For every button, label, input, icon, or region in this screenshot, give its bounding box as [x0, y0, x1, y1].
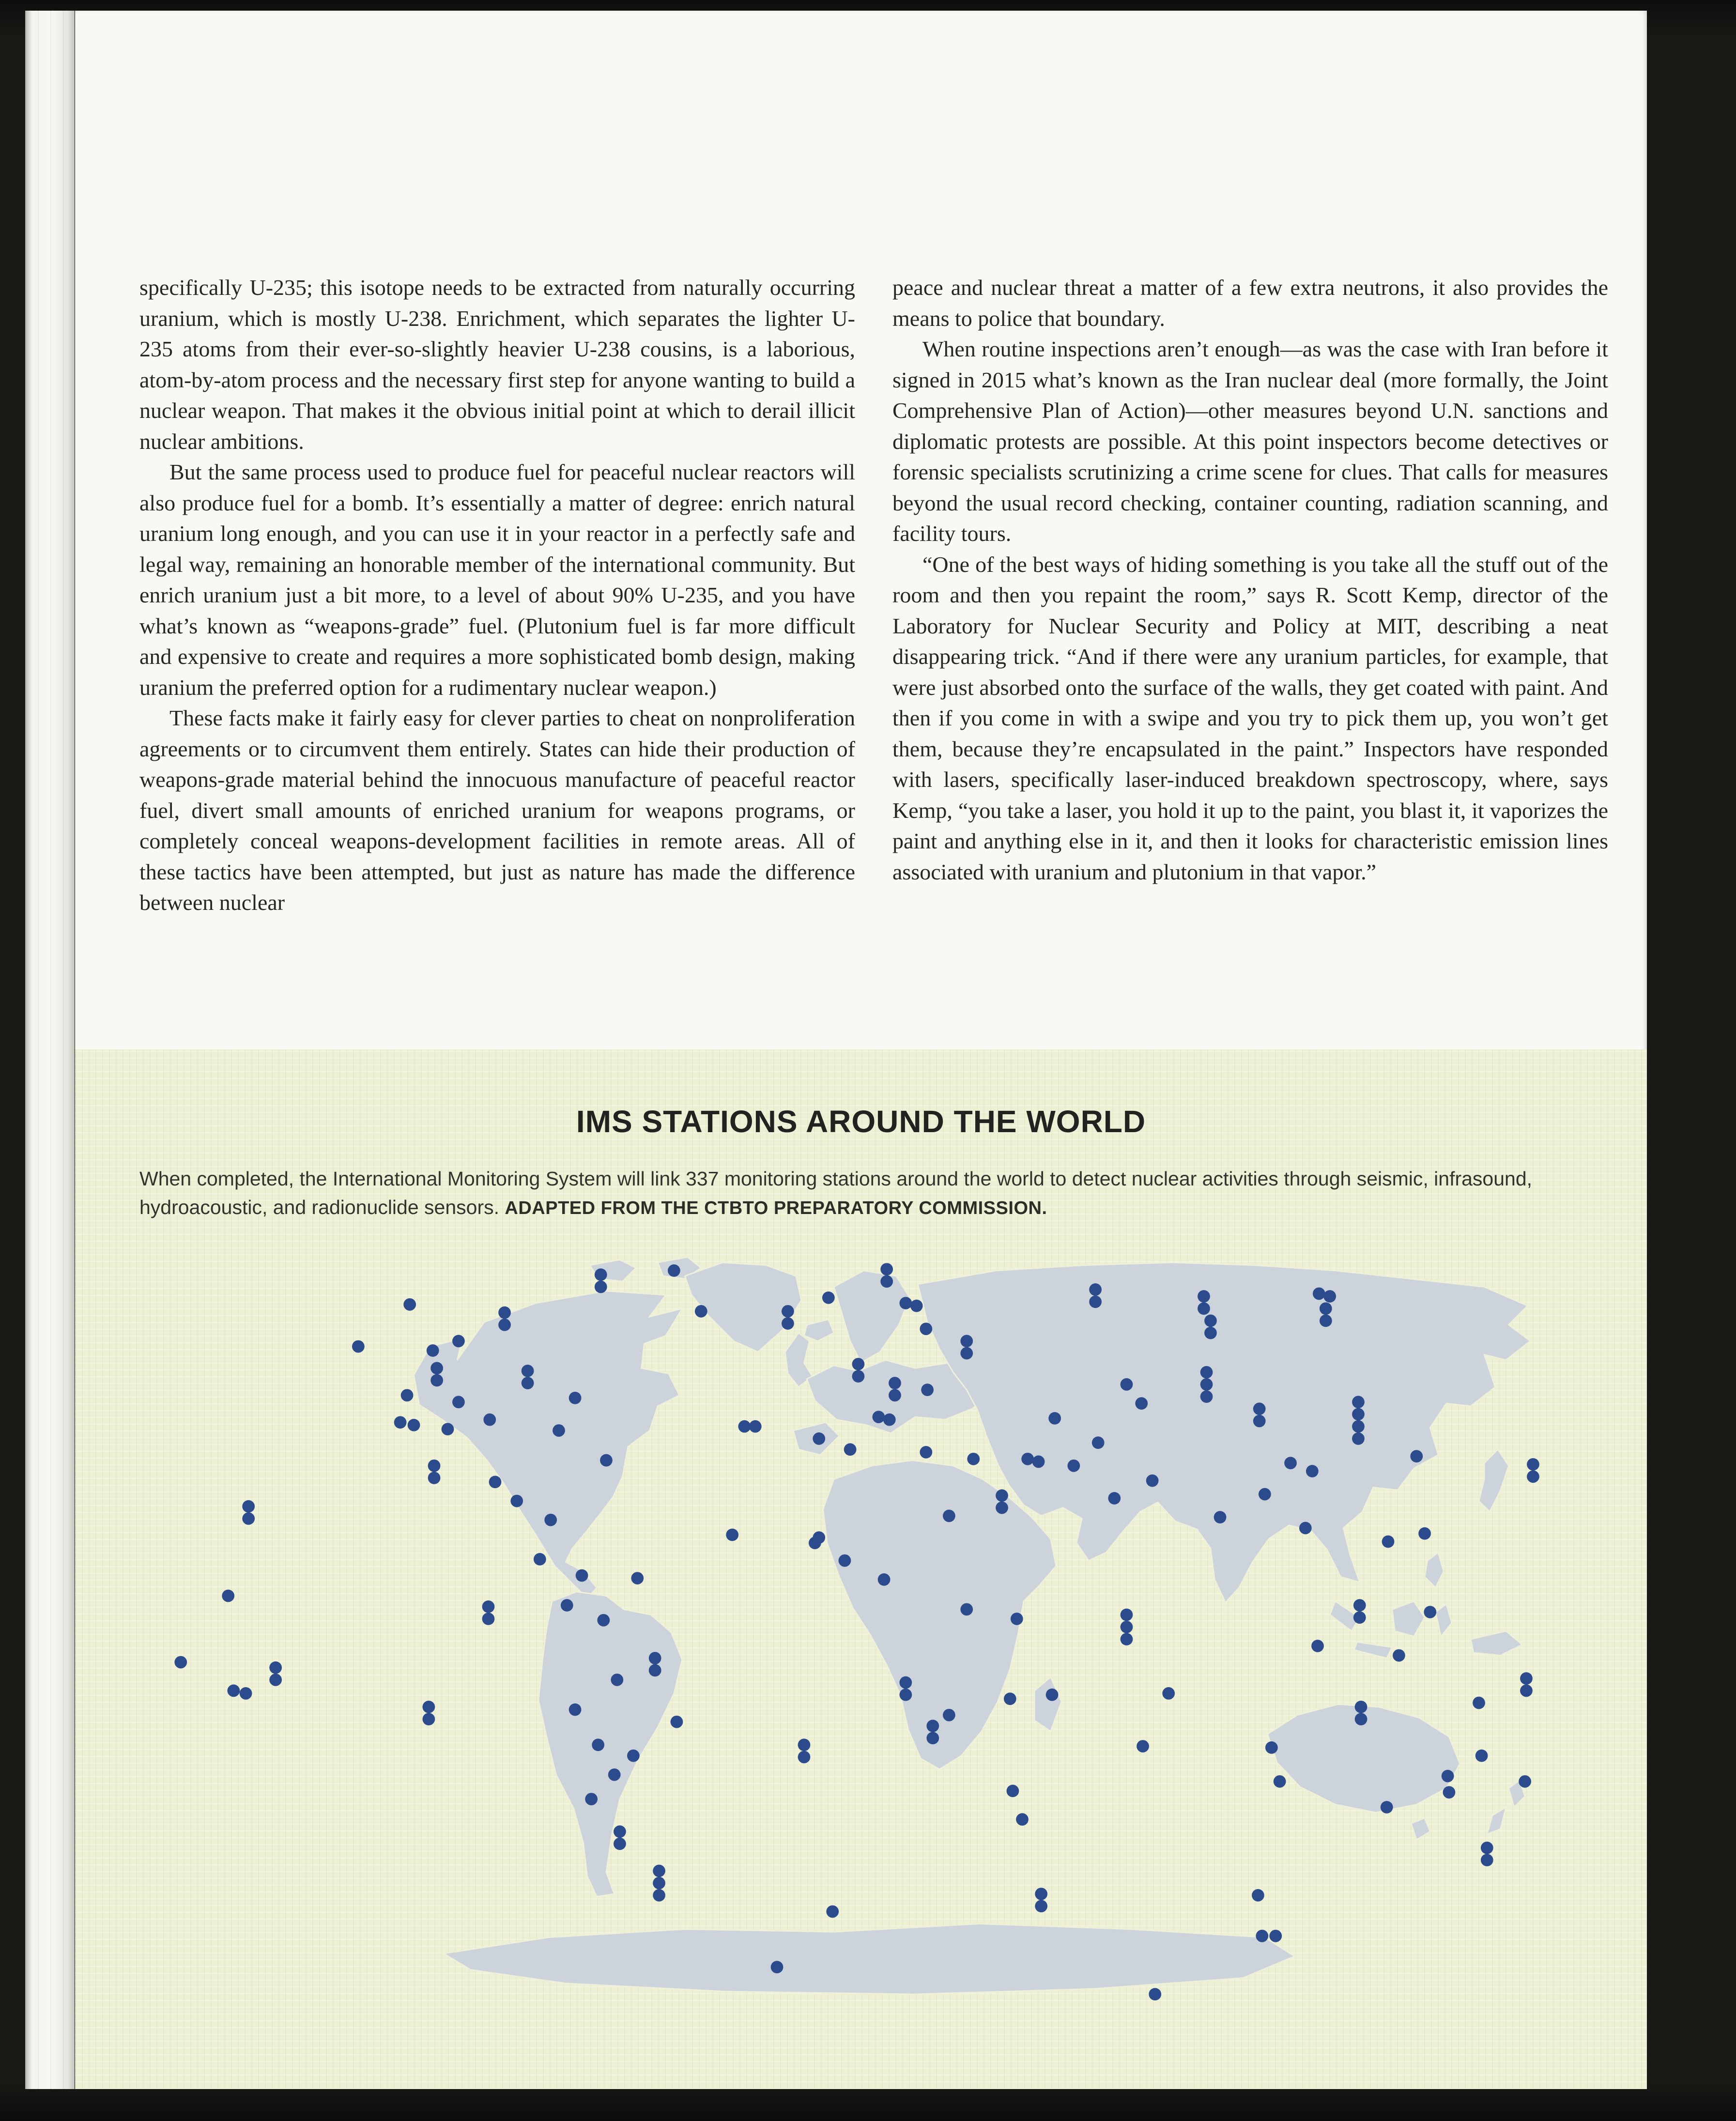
station-dot — [899, 1676, 912, 1689]
station-dot — [1252, 1889, 1264, 1902]
article-paragraph: These facts make it fairly easy for clever parties to cheat on nonproliferation agreements or to circumvent them entirely. States can hide their production of weapons-grade material behind the innocuous manufacture of peaceful reactor fuel, divert small amounts of enriched uranium for weapons programs, or completely conceal weapons-development facilities in remote areas. All of these tactics have been attempted, but just as nature has made the difference between nuclear — [139, 706, 855, 915]
station-dot — [544, 1514, 557, 1526]
station-dot — [926, 1720, 939, 1732]
continent-antarctica — [444, 1924, 1294, 1995]
station-dot — [483, 1414, 496, 1426]
station-dot — [608, 1768, 621, 1781]
station-dot — [1311, 1640, 1324, 1652]
station-dot — [1418, 1527, 1431, 1540]
station-dot — [422, 1713, 435, 1725]
station-dot — [1519, 1775, 1531, 1788]
station-dot — [1149, 1988, 1161, 2000]
station-dot — [430, 1374, 443, 1387]
station-dot — [926, 1732, 939, 1744]
station-dot — [1016, 1813, 1029, 1826]
station-dot — [889, 1389, 901, 1401]
station-dot — [428, 1472, 441, 1484]
station-dot — [1355, 1701, 1367, 1713]
station-dot — [878, 1573, 891, 1586]
station-dot — [1067, 1460, 1080, 1472]
station-dot — [242, 1500, 255, 1513]
station-dot — [1527, 1458, 1539, 1471]
world-map — [75, 1246, 1647, 2032]
station-dot — [1007, 1785, 1019, 1798]
madagascar — [1034, 1677, 1061, 1731]
station-dot — [1146, 1475, 1159, 1487]
tasmania — [1411, 1818, 1430, 1840]
station-dot — [553, 1424, 565, 1437]
station-dot — [569, 1392, 582, 1404]
station-dot — [798, 1738, 811, 1751]
station-dot — [600, 1454, 613, 1467]
station-dot — [771, 1961, 784, 1973]
iceland — [804, 1320, 834, 1341]
station-dot — [627, 1750, 640, 1762]
station-dot — [1353, 1611, 1366, 1624]
station-dot — [960, 1347, 973, 1360]
station-dot — [1204, 1327, 1217, 1339]
station-dot — [695, 1305, 707, 1318]
station-dot — [522, 1365, 534, 1377]
article-paragraph: But the same process used to produce fuel for peaceful nuclear reactors will also produce fuel for a bomb. It’s essentially a matter of degree: enrich natural uranium long enough, and you can use it in your reactor in a perfectly safe and legal way, remaining an honorable member of the international community. But enrich uranium just a bit more, to a level of about 90% U-235, and you have what’s known as “weapons-grade” fuel. (Plutonium fuel is far more difficult and expensive to create and requires a more sophisticated bomb design, making uranium the preferred option for a rudimentary nuclear weapon.) — [139, 460, 855, 700]
article-paragraph: When routine inspections aren’t enough—as was the case with Iran before it signed in 2015 what’s known as the Iran nuclear deal (more formally, the Joint Comprehensive Plan of Action)—other measures beyond U.N. sanctions and diplomatic protests are possible. At this point inspectors become detectives or forensic specialists scrutinizing a crime scene for clues. That calls for measures beyond the usual record checking, container counting, radiation scanning, and facility tours. — [892, 337, 1608, 546]
station-dot — [1214, 1511, 1227, 1523]
station-dot — [592, 1738, 604, 1751]
station-dot — [269, 1674, 282, 1686]
station-dot — [1442, 1770, 1454, 1783]
station-dot — [653, 1865, 665, 1877]
station-dot — [1320, 1315, 1332, 1327]
station-dot — [569, 1704, 582, 1716]
sulawesi — [1435, 1604, 1452, 1636]
station-dot — [1323, 1290, 1336, 1303]
station-dot — [826, 1906, 839, 1918]
station-dot — [1035, 1900, 1047, 1912]
station-dot — [222, 1590, 234, 1602]
station-dot — [910, 1300, 923, 1312]
station-dot — [442, 1423, 454, 1435]
station-dot — [996, 1502, 1008, 1514]
station-dot — [561, 1599, 573, 1612]
station-dot — [1035, 1888, 1047, 1900]
station-dot — [880, 1275, 893, 1288]
station-dot — [1121, 1633, 1133, 1645]
station-dot — [1048, 1412, 1061, 1425]
station-dot — [1032, 1456, 1045, 1468]
station-dot — [352, 1340, 365, 1353]
station-dot — [1313, 1288, 1325, 1300]
station-dot — [422, 1701, 435, 1713]
map-caption-source: ADAPTED FROM THE CTBTO PREPARATORY COMMISSION. — [505, 1198, 1047, 1218]
station-dot — [1269, 1930, 1282, 1942]
station-dot — [749, 1420, 762, 1433]
station-dot — [653, 1877, 665, 1890]
station-dot — [967, 1453, 980, 1465]
station-dot — [943, 1709, 955, 1721]
station-dot — [631, 1572, 644, 1584]
station-dot — [1259, 1488, 1271, 1501]
station-dot — [1274, 1775, 1286, 1788]
station-dot — [1352, 1408, 1365, 1421]
station-dot — [1527, 1470, 1539, 1483]
station-dot — [534, 1553, 546, 1566]
station-dot — [1121, 1378, 1133, 1391]
station-dot — [1352, 1396, 1365, 1408]
station-dot — [1046, 1689, 1059, 1701]
station-dot — [809, 1537, 821, 1549]
station-dot — [576, 1569, 588, 1582]
station-dot — [1121, 1621, 1133, 1633]
scandinavia — [834, 1271, 910, 1363]
station-dot — [597, 1614, 610, 1627]
station-dot — [960, 1603, 973, 1616]
station-dot — [614, 1825, 626, 1838]
new-guinea — [1471, 1631, 1522, 1655]
station-dot — [1198, 1302, 1210, 1315]
station-dot — [452, 1396, 465, 1408]
station-dot — [1352, 1420, 1365, 1433]
java — [1354, 1642, 1392, 1659]
station-dot — [649, 1652, 661, 1664]
station-dot — [839, 1554, 851, 1567]
philippines — [1425, 1552, 1444, 1588]
station-dot — [408, 1419, 420, 1431]
ims-map-panel — [75, 1049, 1647, 2089]
station-dot — [852, 1370, 865, 1383]
station-dot — [1355, 1713, 1367, 1725]
station-dot — [668, 1264, 680, 1277]
station-dot — [595, 1281, 607, 1293]
station-dot — [1481, 1854, 1493, 1866]
station-dot — [1092, 1436, 1105, 1449]
station-dot — [883, 1414, 896, 1426]
station-dot — [1204, 1315, 1217, 1327]
station-dot — [1256, 1930, 1268, 1942]
station-dot — [240, 1687, 252, 1700]
station-dot — [1200, 1378, 1213, 1391]
station-dot — [1424, 1606, 1436, 1618]
station-dot — [498, 1306, 511, 1319]
station-dot — [174, 1656, 187, 1669]
magazine-page — [75, 11, 1647, 2089]
station-dot — [738, 1420, 751, 1433]
japan — [1479, 1449, 1509, 1512]
station-dot — [498, 1319, 511, 1331]
station-dot — [880, 1263, 893, 1276]
new-zealand — [1487, 1807, 1506, 1834]
station-dot — [1520, 1684, 1533, 1697]
continent-south-america — [538, 1592, 682, 1897]
station-dot — [1200, 1366, 1213, 1379]
station-dot — [920, 1322, 932, 1335]
station-dot — [614, 1838, 626, 1850]
previous-page-edge — [25, 11, 75, 2089]
station-dot — [943, 1509, 955, 1522]
station-dot — [873, 1411, 885, 1423]
station-dot — [489, 1476, 502, 1489]
station-dot — [482, 1613, 495, 1625]
station-dot — [1443, 1786, 1456, 1798]
station-dot — [522, 1377, 534, 1389]
station-dot — [1004, 1692, 1016, 1705]
station-dot — [852, 1358, 865, 1370]
article-paragraph: specifically U-235; this isotope needs to be extracted from naturally occurring uranium, which is mostly U-238. Enrichment, which separates the lighter U-235 atoms from their ever-so-slightly heavier U-238 cousins, is a laborious, atom-by-atom process and the necessary first step for anyone wanting to build a nuclear weapon. That makes it the obvious initial point at which to derail illicit nuclear ambitions. — [139, 275, 855, 454]
station-dot — [782, 1317, 794, 1330]
station-dot — [1306, 1465, 1319, 1477]
station-dot — [813, 1432, 825, 1445]
station-dot — [1011, 1613, 1023, 1625]
station-dot — [1108, 1492, 1121, 1505]
station-dot — [228, 1684, 240, 1697]
station-dot — [1410, 1450, 1423, 1462]
station-dot — [996, 1490, 1008, 1502]
station-dot — [1021, 1453, 1034, 1465]
station-dot — [1253, 1402, 1266, 1415]
article-paragraph: “One of the best ways of hiding something is you take all the stuff out of the room and then you repaint the room,” says R. Scott Kemp, director of the Laboratory for Nuclear Security and Policy at MIT, describing a neat disappearing trick. “And if there were any uranium particles, for example, that were just absorbed onto the surface of the walls, they get coated with paint. And then if you come in with a swipe and you try to pick them up, you won’t get them, because they’re encapsulated in the paint.” Inspectors have responded with lasers, specifically laser-induced breakdown spectroscopy, where, says Kemp, “you take a laser, you hold it up to the paint, you blast it, it vaporizes the paint and anything else in it, and then it looks for characteristic emission lines associated with uranium and plutonium in that vapor.” — [892, 552, 1608, 884]
map-title: IMS STATIONS AROUND THE WORLD — [576, 1104, 1146, 1139]
station-dot — [1299, 1522, 1312, 1535]
station-dot — [1253, 1415, 1266, 1428]
station-dot — [482, 1600, 495, 1613]
station-dot — [1089, 1295, 1102, 1308]
station-dot — [427, 1344, 439, 1357]
station-dot — [401, 1389, 414, 1401]
station-dot — [1520, 1672, 1533, 1685]
station-dot — [798, 1751, 811, 1764]
station-dot — [920, 1446, 932, 1459]
station-dot — [430, 1362, 443, 1374]
station-dot — [671, 1716, 683, 1728]
station-dot — [1481, 1842, 1493, 1854]
station-dot — [1198, 1290, 1210, 1303]
station-dot — [1381, 1801, 1393, 1814]
station-dot — [269, 1661, 282, 1674]
station-dot — [403, 1298, 416, 1311]
station-dot — [428, 1460, 441, 1472]
station-dot — [1353, 1599, 1366, 1612]
station-dot — [1473, 1697, 1485, 1709]
station-dot — [1475, 1750, 1488, 1762]
station-dot — [1352, 1432, 1365, 1445]
station-dot — [899, 1297, 912, 1309]
station-dot — [452, 1335, 465, 1348]
map-caption — [139, 1165, 1600, 1223]
station-dot — [960, 1335, 973, 1348]
station-dot — [653, 1889, 665, 1902]
station-dot — [1382, 1536, 1395, 1548]
station-dot — [595, 1268, 607, 1281]
station-dot — [1393, 1649, 1405, 1662]
station-dot — [844, 1443, 857, 1456]
station-dot — [242, 1512, 255, 1525]
station-dot — [1320, 1302, 1332, 1315]
station-dot — [1200, 1390, 1213, 1403]
station-dot — [1121, 1609, 1133, 1621]
station-dot — [822, 1291, 835, 1304]
station-dot — [1135, 1397, 1148, 1410]
station-dot — [510, 1495, 523, 1507]
article-right-column — [892, 272, 1608, 887]
station-dot — [585, 1793, 598, 1805]
station-dot — [1137, 1740, 1149, 1752]
station-dot — [726, 1529, 738, 1541]
article-left-column — [139, 272, 855, 918]
map-caption-text: When completed, the International Monitoring System will link 337 monitoring stations around the world to detect nuclear activities through seismic, infrasound, hydroacoustic, and radionuclide sensors. — [139, 1168, 1533, 1218]
station-dot — [782, 1305, 794, 1318]
station-dot — [611, 1674, 623, 1686]
station-dot — [1284, 1457, 1297, 1469]
station-dot — [1265, 1741, 1278, 1754]
station-dot — [889, 1377, 901, 1389]
station-dot — [1162, 1687, 1175, 1700]
station-dot — [899, 1689, 912, 1701]
station-dot — [921, 1383, 934, 1396]
borneo — [1392, 1601, 1425, 1637]
station-dot — [649, 1664, 661, 1676]
article-paragraph: peace and nuclear threat a matter of a few extra neutrons, it also provides the means to police that boundary. — [892, 275, 1608, 331]
station-dot — [1089, 1283, 1102, 1296]
station-dot — [394, 1416, 407, 1429]
